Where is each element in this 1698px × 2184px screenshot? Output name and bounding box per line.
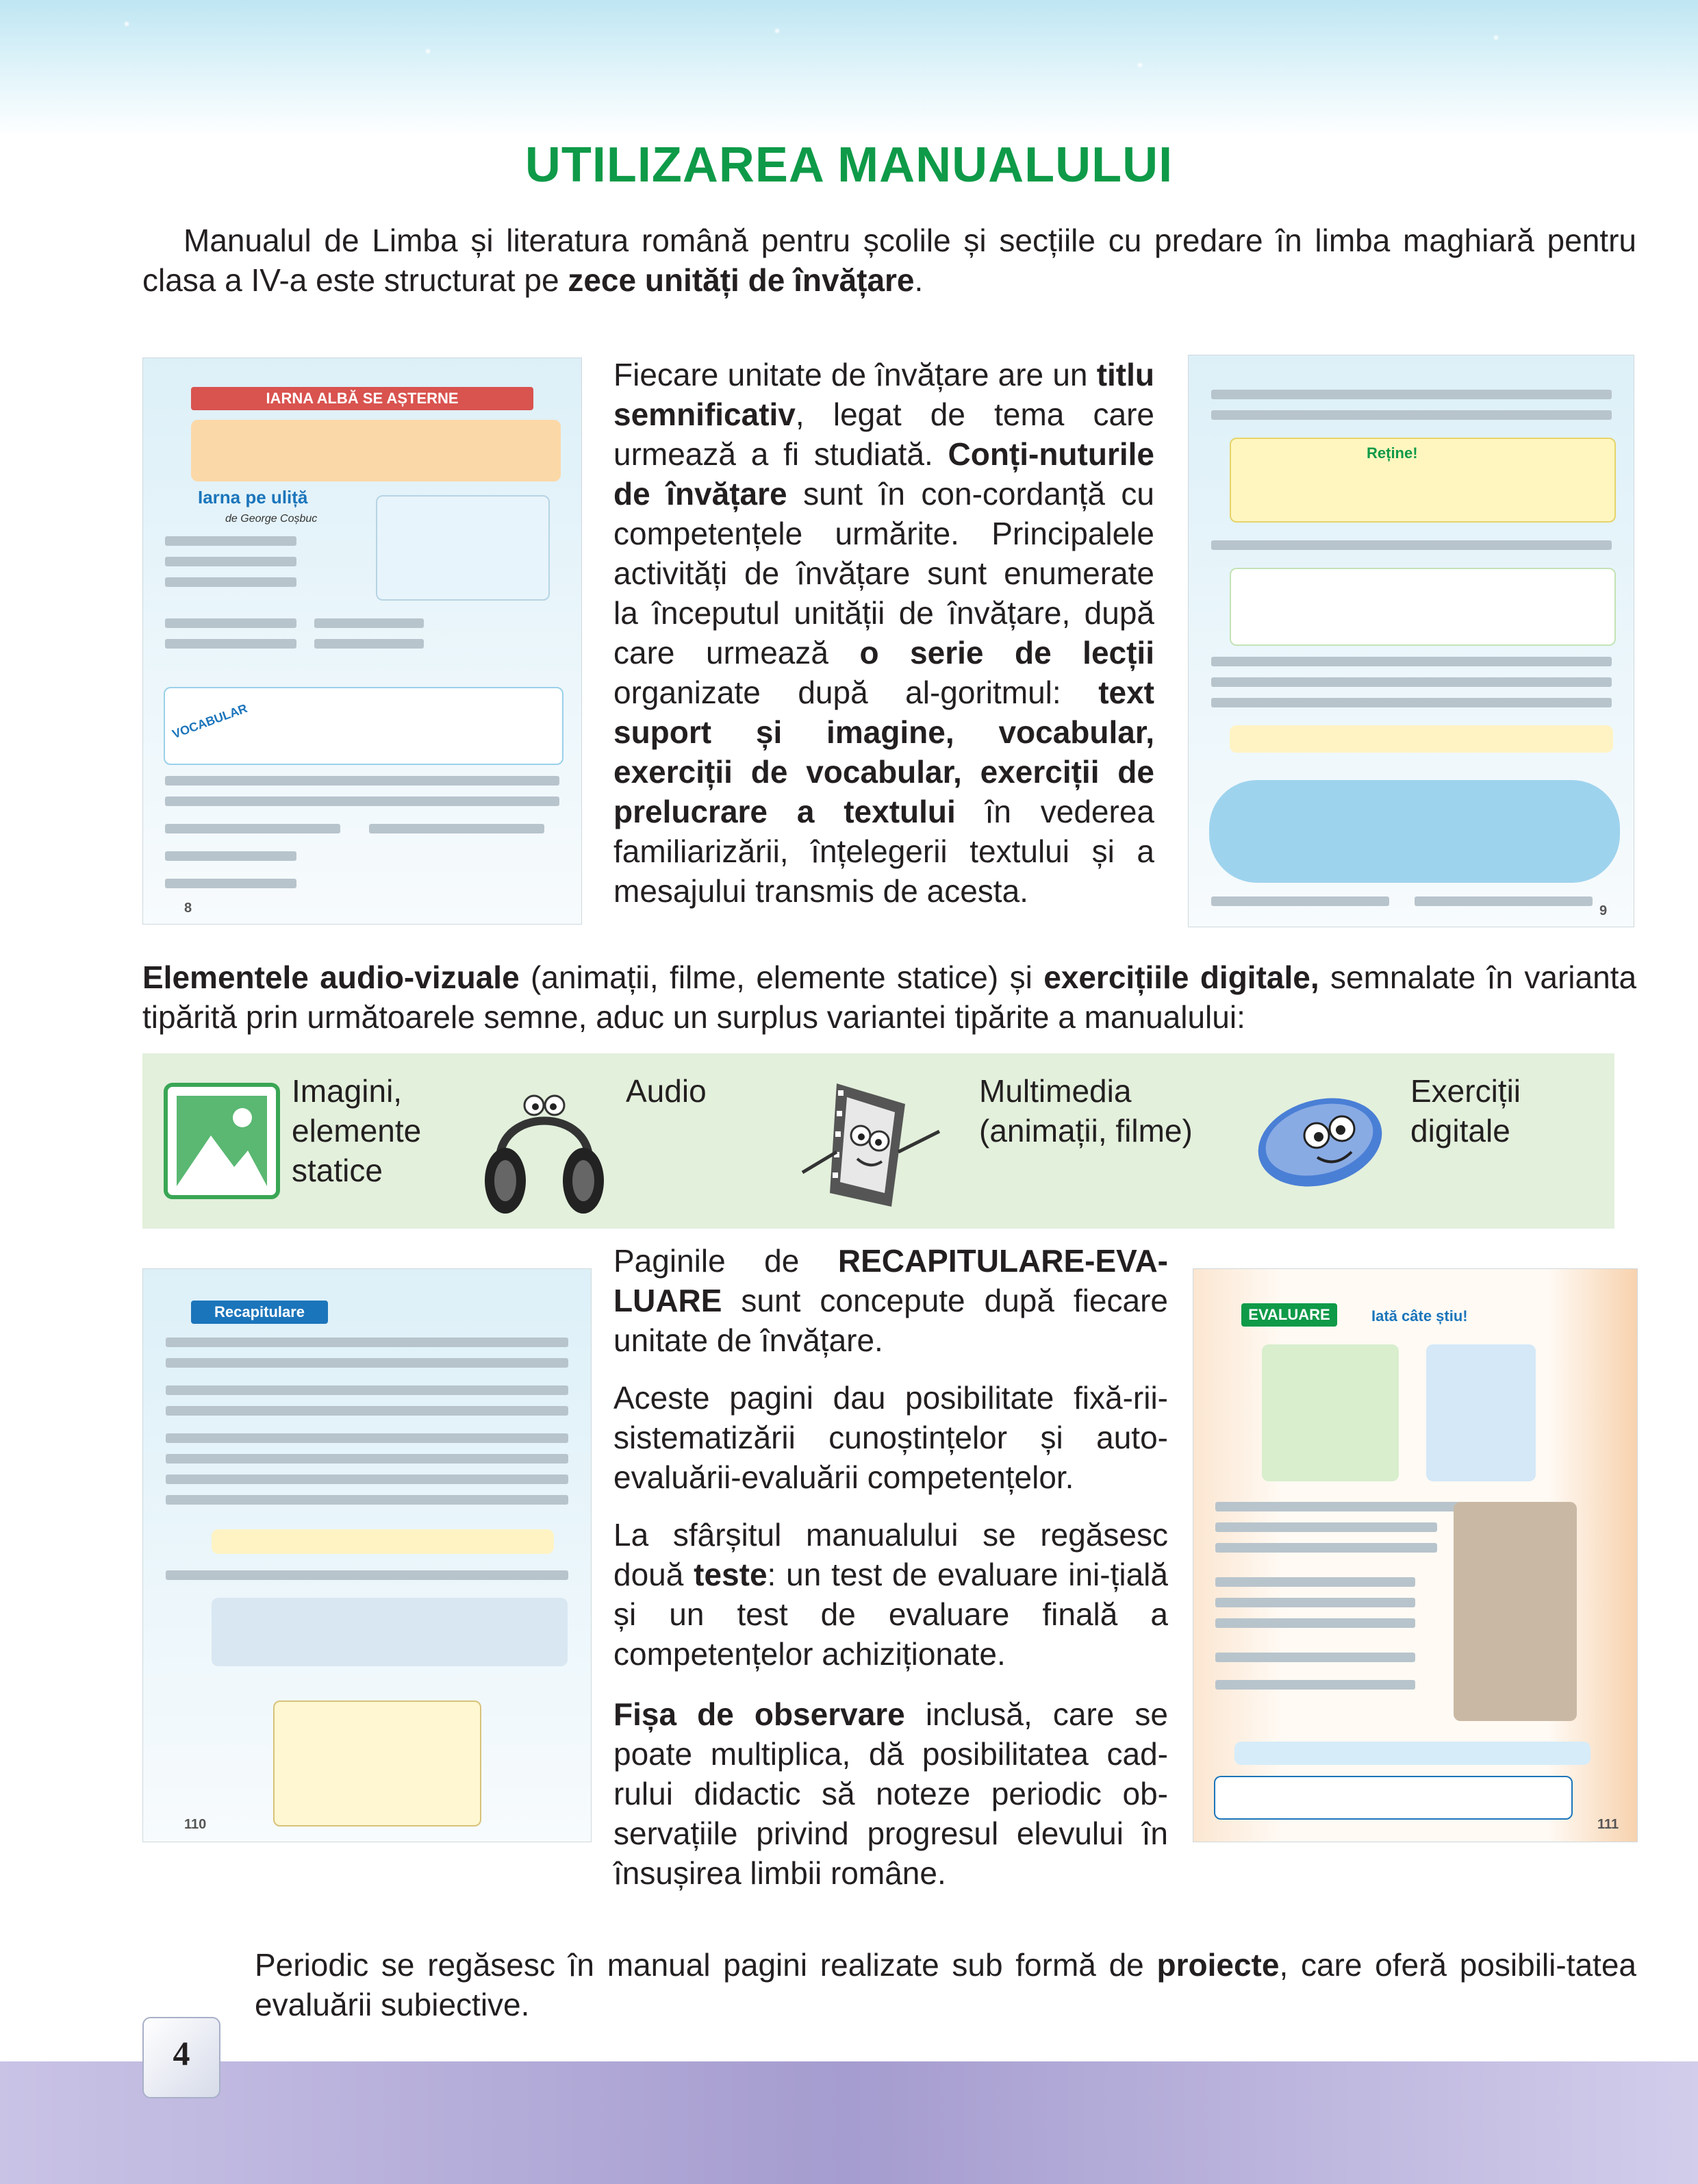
lesson-title: Iarna pe uliță xyxy=(198,487,308,507)
recap-page-thumbnail xyxy=(142,1268,592,1842)
recap-text: sunt concepute după fiecare unitate de învățare. xyxy=(613,1283,1168,1358)
word-table xyxy=(1230,568,1616,646)
unit-objectives-box xyxy=(191,420,561,481)
recap-bold: Fișa de observare xyxy=(613,1696,905,1732)
exercise-line xyxy=(369,824,544,833)
projects-paragraph xyxy=(255,1945,1636,2024)
units-text-1: Fiecare unitate de învățare are un xyxy=(613,357,1097,392)
page-number: 4 xyxy=(173,2034,190,2072)
legend-line: statice xyxy=(292,1153,383,1188)
exercise-line xyxy=(166,1358,569,1368)
exercise-line xyxy=(165,879,296,888)
units-description xyxy=(613,355,1154,911)
exercise-line xyxy=(166,1433,569,1443)
recap-text: Aceste pagini dau posibilitate fixă-rii-sistematizării cunoștințelor și auto-evaluării-evaluării competențelor. xyxy=(613,1380,1168,1495)
legend-label-audio xyxy=(626,1071,707,1111)
word-choices-row xyxy=(1234,1742,1591,1765)
page-number-box xyxy=(142,2017,220,2098)
vocabulary-tag: VOCABULAR xyxy=(170,701,249,742)
sparkle-decoration xyxy=(424,48,431,55)
recap-bold: RECAPITULARE-EVA-LUARE xyxy=(613,1243,1168,1318)
unit-page-thumbnail xyxy=(142,357,582,925)
recap-paragraph-3 xyxy=(613,1515,1168,1674)
legend-line: Multimedia xyxy=(979,1073,1132,1109)
exercise-line xyxy=(166,1385,569,1395)
portrait-photos xyxy=(1454,1502,1577,1721)
exercise-line xyxy=(1215,1502,1482,1511)
image-icon xyxy=(163,1082,281,1200)
recap-text: inclusă, care se poate multiplica, dă posibilitatea cad-rului didactic să noteze periodic ob-servațiile privind progresul elevului în însușirea limbii române. xyxy=(613,1696,1168,1891)
thumbnail-page-number: 9 xyxy=(1599,903,1608,918)
bottom-decorative-band xyxy=(0,2061,1698,2184)
exercise-line xyxy=(165,851,296,861)
text-line xyxy=(314,639,424,649)
exercise-line xyxy=(1215,1543,1437,1553)
text-line xyxy=(165,639,296,649)
legend-label-digital xyxy=(1410,1071,1521,1151)
units-bold-3: o serie de lecții xyxy=(859,635,1154,670)
thumbnail-page-number: 110 xyxy=(184,1817,207,1832)
exercise-line xyxy=(1215,1653,1415,1662)
exercise-line xyxy=(166,1495,569,1505)
units-text-3: sunt în con-cordanță cu competențele urmărite. Principalele activități de învățare sunt enumerate la începutul unității de învățare, după care urmează xyxy=(613,476,1154,670)
retine-label: Reține! xyxy=(1367,444,1418,462)
thumbnail-page-number: 111 xyxy=(1597,1817,1619,1832)
names-list-right xyxy=(1426,1344,1536,1481)
audio-visual-bold-2: exercițiile digitale, xyxy=(1043,959,1319,995)
recap-bold: teste xyxy=(694,1557,768,1592)
exercise-line xyxy=(1211,657,1612,666)
recap-text: : un test de evaluare ini-țială și un test de evaluare finală a competențelor achiziționate. xyxy=(613,1557,1168,1672)
projects-text: Periodic se regăsesc în manual pagini realizate sub formă de xyxy=(255,1947,1157,1983)
team-labels-row xyxy=(212,1529,554,1554)
exercise-line xyxy=(166,1570,569,1580)
text-line xyxy=(165,577,296,587)
intro-bold: zece unități de învățare xyxy=(568,262,915,298)
top-decorative-band xyxy=(0,0,1698,137)
units-bold-1: titlu semnificativ xyxy=(613,357,1154,432)
exercise-line xyxy=(166,1338,569,1347)
projects-bold: proiecte xyxy=(1156,1947,1280,1983)
exercise-line xyxy=(1415,896,1593,906)
sparkle-decoration xyxy=(1137,62,1143,68)
evaluation-page-thumbnail xyxy=(1193,1268,1638,1842)
exercise-line xyxy=(1215,1522,1437,1532)
computer-mouse-icon xyxy=(1252,1081,1389,1197)
retine-box xyxy=(1230,438,1616,523)
sparkle-decoration xyxy=(774,27,781,34)
exercise-line xyxy=(1211,540,1612,550)
legend-line: Exerciții xyxy=(1410,1073,1521,1109)
recap-paragraph-1 xyxy=(613,1241,1168,1360)
sparkle-decoration xyxy=(123,21,130,27)
winter-pictures xyxy=(1209,780,1620,883)
exercise-line xyxy=(1211,410,1612,420)
names-list-left xyxy=(1262,1344,1399,1481)
text-line xyxy=(314,618,424,628)
exercise-line xyxy=(1211,698,1612,707)
units-text-2: , legat de tema care urmează a fi studiată. xyxy=(613,397,1154,472)
recap-text: Paginile de xyxy=(613,1243,838,1279)
thumbnail-page-number: 8 xyxy=(184,901,192,916)
exercise-line xyxy=(1215,1577,1415,1587)
units-text-5: în vederea familiarizării, înțelegerii textului și a mesajului transmis de acesta. xyxy=(613,794,1154,909)
lesson-author: de George Coșbuc xyxy=(225,513,318,525)
text-line xyxy=(165,557,296,566)
self-assessment-box xyxy=(1214,1776,1573,1820)
winter-illustration xyxy=(376,495,550,601)
recap-text: La sfârșitul manualului se regăsesc două xyxy=(613,1517,1168,1592)
audio-visual-text-1: (animații, filme, elemente statice) și xyxy=(519,959,1044,995)
vocabulary-box xyxy=(164,687,563,765)
text-line xyxy=(165,536,296,546)
units-bold-2: Conți-nuturile de învățare xyxy=(613,436,1154,512)
intro-text: Manualul de Limba și literatura română pentru școlile și secțiile cu predare în limba maghiară pentru clasa a IV-a este structurat pe xyxy=(142,223,1636,298)
units-text-4: organizate după al-goritmul: xyxy=(613,675,1099,710)
legend-label-multimedia xyxy=(979,1071,1193,1151)
exercise-line xyxy=(1215,1618,1415,1628)
exercise-line xyxy=(1211,896,1389,906)
banknotes-row xyxy=(212,1598,568,1666)
exercise-page-thumbnail xyxy=(1188,355,1634,927)
sparkle-decoration xyxy=(1493,34,1499,41)
text-line xyxy=(165,618,296,628)
audio-visual-bold-1: Elementele audio-vizuale xyxy=(142,959,520,995)
evaluation-subtitle: Iată câte știu! xyxy=(1371,1307,1468,1325)
unit-title-banner: IARNA ALBĂ SE AȘTERNE xyxy=(191,387,533,410)
headphones-icon xyxy=(479,1078,609,1222)
legend-line: Imagini, xyxy=(292,1073,403,1109)
exercise-line xyxy=(166,1474,569,1484)
exercise-line xyxy=(165,776,559,786)
exercise-line xyxy=(165,824,340,833)
recap-paragraph-2 xyxy=(613,1378,1168,1497)
film-reel-icon xyxy=(789,1070,953,1216)
legend-line: (animații, filme) xyxy=(979,1113,1193,1149)
word-choices-row xyxy=(1230,725,1613,753)
exercise-line xyxy=(1215,1680,1415,1690)
audio-visual-text-2: semnalate în varianta tipărită prin următoarele semne, aduc un surplus variantei tipărite a manualului: xyxy=(142,959,1637,1035)
exercise-line xyxy=(165,796,559,806)
crossword-grid xyxy=(273,1700,481,1827)
units-bold-4: text suport și imagine, vocabular, exerciții de vocabular, exerciții de prelucrare a textului xyxy=(613,675,1154,829)
legend-line: Audio xyxy=(626,1073,707,1109)
recap-paragraph-4 xyxy=(613,1694,1168,1893)
media-legend xyxy=(142,1053,1614,1229)
exercise-line xyxy=(166,1406,569,1416)
exercise-line xyxy=(1215,1598,1415,1607)
intro-paragraph xyxy=(142,221,1636,300)
audio-visual-paragraph xyxy=(142,957,1636,1037)
recap-header: Recapitulare xyxy=(191,1301,328,1324)
page-title: UTILIZAREA MANUALULUI xyxy=(524,138,1174,192)
exercise-line xyxy=(1211,390,1612,399)
evaluation-header: EVALUARE xyxy=(1241,1303,1337,1327)
legend-line: elemente xyxy=(292,1113,422,1149)
exercise-line xyxy=(166,1454,569,1464)
exercise-line xyxy=(1211,677,1612,687)
intro-end: . xyxy=(914,262,924,298)
projects-text: , care oferă posibili-tatea evaluării subiective. xyxy=(255,1947,1637,2022)
legend-label-images xyxy=(292,1071,421,1190)
legend-line: digitale xyxy=(1410,1113,1510,1149)
